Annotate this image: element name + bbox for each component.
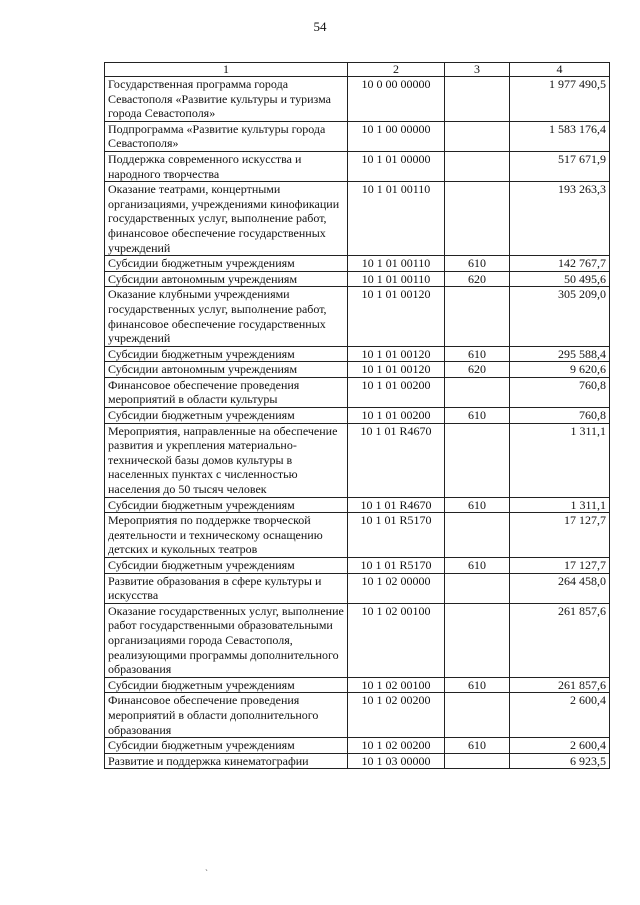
table-row [105,182,610,256]
header-col-2: 2 [348,63,445,77]
row-code-cell: 10 1 01 00000 [348,151,445,181]
row-code-cell: 10 1 02 00100 [348,677,445,693]
row-kvr-cell [445,603,510,677]
row-code-cell: 10 1 01 00110 [348,271,445,287]
row-kvr-cell [445,287,510,346]
table-row [105,693,610,738]
table-row [105,738,610,754]
row-sum-cell: 517 671,9 [510,151,610,181]
table-row [105,287,610,346]
header-col-3: 3 [445,63,510,77]
table-row [105,677,610,693]
row-sum-cell: 264 458,0 [510,573,610,603]
row-code-cell: 10 1 00 00000 [348,121,445,151]
row-sum-cell: 295 588,4 [510,346,610,362]
row-kvr-cell [445,77,510,122]
header-row [105,63,610,77]
row-sum-cell: 1 311,1 [510,423,610,497]
row-kvr-cell [445,423,510,497]
row-code-cell: 10 1 01 00200 [348,377,445,407]
row-kvr-cell: 610 [445,346,510,362]
table-row [105,497,610,513]
row-sum-cell: 2 600,4 [510,693,610,738]
table-row [105,753,610,769]
row-code-cell: 10 1 01 00120 [348,346,445,362]
table-row [105,603,610,677]
row-code-cell: 10 1 01 00120 [348,362,445,378]
row-kvr-cell: 620 [445,271,510,287]
row-name-cell: Мероприятия по поддержке творческой деятельности и техническому оснащению детских и кукольных театров [105,513,348,558]
row-sum-cell: 1 311,1 [510,497,610,513]
row-code-cell: 10 1 01 R5170 [348,513,445,558]
row-kvr-cell [445,753,510,769]
row-kvr-cell: 620 [445,362,510,378]
row-code-cell: 10 1 01 R4670 [348,497,445,513]
row-sum-cell: 2 600,4 [510,738,610,754]
table-row [105,423,610,497]
row-kvr-cell [445,513,510,558]
row-code-cell: 10 1 02 00200 [348,693,445,738]
row-name-cell: Субсидии автономным учреждениям [105,362,348,378]
row-sum-cell: 1 583 176,4 [510,121,610,151]
row-sum-cell: 6 923,5 [510,753,610,769]
row-name-cell: Субсидии бюджетным учреждениям [105,558,348,574]
row-name-cell: Финансовое обеспечение проведения мероприятий в области дополнительного образования [105,693,348,738]
row-name-cell: Оказание клубными учреждениями государственных услуг, выполнение работ, финансовое обеспечение государственных учреждений [105,287,348,346]
row-name-cell: Мероприятия, направленные на обеспечение развития и укрепления материально-технической базы домов культуры в населенных пунктах с численностью населения до 50 тысяч человек [105,423,348,497]
row-code-cell: 10 1 01 R4670 [348,423,445,497]
row-kvr-cell [445,182,510,256]
table-row [105,121,610,151]
table-row [105,408,610,424]
row-name-cell: Субсидии бюджетным учреждениям [105,497,348,513]
row-name-cell: Субсидии бюджетным учреждениям [105,256,348,272]
row-kvr-cell: 610 [445,738,510,754]
table-row [105,558,610,574]
row-code-cell: 10 1 02 00100 [348,603,445,677]
row-code-cell: 10 1 01 R5170 [348,558,445,574]
row-name-cell: Развитие образования в сфере культуры и искусства [105,573,348,603]
row-kvr-cell [445,693,510,738]
row-name-cell: Субсидии бюджетным учреждениям [105,346,348,362]
row-code-cell: 10 0 00 00000 [348,77,445,122]
table-row [105,513,610,558]
row-sum-cell: 1 977 490,5 [510,77,610,122]
row-kvr-cell: 610 [445,497,510,513]
row-code-cell: 10 1 02 00200 [348,738,445,754]
row-sum-cell: 50 495,6 [510,271,610,287]
row-code-cell: 10 1 01 00120 [348,287,445,346]
row-name-cell: Субсидии автономным учреждениям [105,271,348,287]
row-sum-cell: 9 620,6 [510,362,610,378]
header-col-1: 1 [105,63,348,77]
row-kvr-cell: 610 [445,677,510,693]
row-code-cell: 10 1 01 00110 [348,182,445,256]
row-code-cell: 10 1 01 00110 [348,256,445,272]
table-row [105,346,610,362]
header-col-4: 4 [510,63,610,77]
page-number: 54 [313,19,327,34]
row-sum-cell: 142 767,7 [510,256,610,272]
row-sum-cell: 305 209,0 [510,287,610,346]
row-sum-cell: 760,8 [510,377,610,407]
row-kvr-cell: 610 [445,408,510,424]
row-kvr-cell [445,121,510,151]
table-row [105,151,610,181]
row-name-cell: Развитие и поддержка кинематографии [105,753,348,769]
row-name-cell: Субсидии бюджетным учреждениям [105,738,348,754]
table-row [105,362,610,378]
row-name-cell: Субсидии бюджетным учреждениям [105,677,348,693]
table-row [105,271,610,287]
row-code-cell: 10 1 01 00200 [348,408,445,424]
row-sum-cell: 760,8 [510,408,610,424]
row-kvr-cell [445,573,510,603]
row-code-cell: 10 1 02 00000 [348,573,445,603]
row-kvr-cell: 610 [445,558,510,574]
row-sum-cell: 193 263,3 [510,182,610,256]
row-sum-cell: 261 857,6 [510,677,610,693]
table-row [105,77,610,122]
row-name-cell: Субсидии бюджетным учреждениям [105,408,348,424]
row-sum-cell: 17 127,7 [510,558,610,574]
row-kvr-cell [445,377,510,407]
row-name-cell: Подпрограмма «Развитие культуры города Севастополя» [105,121,348,151]
row-name-cell: Финансовое обеспечение проведения мероприятий в области культуры [105,377,348,407]
table-row [105,256,610,272]
table-row [105,573,610,603]
table-row [105,377,610,407]
scan-mark: ` [205,868,208,878]
row-name-cell: Поддержка современного искусства и народного творчества [105,151,348,181]
row-kvr-cell [445,151,510,181]
row-sum-cell: 261 857,6 [510,603,610,677]
row-code-cell: 10 1 03 00000 [348,753,445,769]
row-name-cell: Оказание театрами, концертными организациями, учреждениями кинофикации государственных услуг, выполнение работ, финансовое обеспечение государственных учреждений [105,182,348,256]
row-name-cell: Государственная программа города Севастополя «Развитие культуры и туризма города Севастополя» [105,77,348,122]
row-kvr-cell: 610 [445,256,510,272]
row-sum-cell: 17 127,7 [510,513,610,558]
row-name-cell: Оказание государственных услуг, выполнение работ государственными образовательными организациями города Севастополя, реализующими программы дополнительного образования [105,603,348,677]
budget-table [104,62,610,769]
